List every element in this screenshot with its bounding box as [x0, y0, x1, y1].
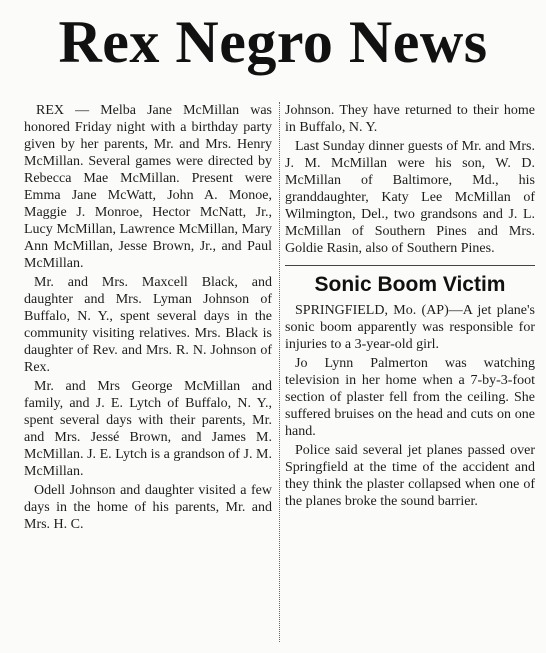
story-paragraph: Jo Lynn Palmerton was watching television in her home when a 7-by-3-foot section of plaster fell from the ceiling. She suffered bruises on the head and cuts on one hand.: [285, 356, 535, 439]
column-divider: [279, 102, 280, 642]
headline: Rex Negro News: [58, 9, 488, 75]
article-paragraph: Mr. and Mrs George McMillan and family, and J. E. Lytch of Buffalo, N. Y., spent several days with their parents, Mr. and Mrs. Jessé Brown, and James M. McMillan. J. E. Lytch is a grandson of J. M. McMillan.: [24, 379, 272, 479]
story-paragraph: SPRINGFIELD, Mo. (AP)—A jet plane's sonic boom apparently was responsible for injuries to a 3-year-old girl.: [285, 303, 535, 352]
article-paragraph: Odell Johnson and daughter visited a few days in the home of his parents, Mr. and Mrs. H. C.: [24, 483, 272, 532]
article-paragraph: Mr. and Mrs. Maxcell Black, and daughter and Mrs. Lyman Johnson of Buffalo, N. Y., spent several days in the community visiting relatives. Mrs. Black is daughter of Rev. and Mrs. R. N. Johnson of Rex.: [24, 275, 272, 375]
article-paragraph: Last Sunday dinner guests of Mr. and Mrs. J. M. McMillan were his son, W. D. McMillan of Baltimore, Md., his granddaughter, Katy Lee McMillan of Wilmington, Del., two grandsons and J. L. McMillan of Southern Pines and Mrs. Goldie Rasin, also of Southern Pines.: [285, 139, 535, 256]
article-paragraph: Johnson. They have returned to their home in Buffalo, N. Y.: [285, 103, 535, 135]
right-column: [285, 102, 535, 512]
story-paragraph: Police said several jet planes passed over Springfield at the time of the accident and they think the plaster collapsed when one of the planes broke the sound barrier.: [285, 443, 535, 509]
left-column: [24, 102, 272, 535]
story-subhead: Sonic Boom Victim: [285, 265, 535, 298]
article-paragraph: REX — Melba Jane McMillan was honored Friday night with a birthday party given by her parents, Mr. and Mrs. Henry McMillan. Several games were directed by Rebecca Mae McMillan. Present were Emma Jane McWatt, John A. Monoe, Maggie J. Monroe, Hector McNatt, Jr., Lucy McMillan, Lawrence McMillan, Mary Ann McMillan, Jesse Brown, Jr., and Paul McMillan.: [24, 103, 272, 271]
